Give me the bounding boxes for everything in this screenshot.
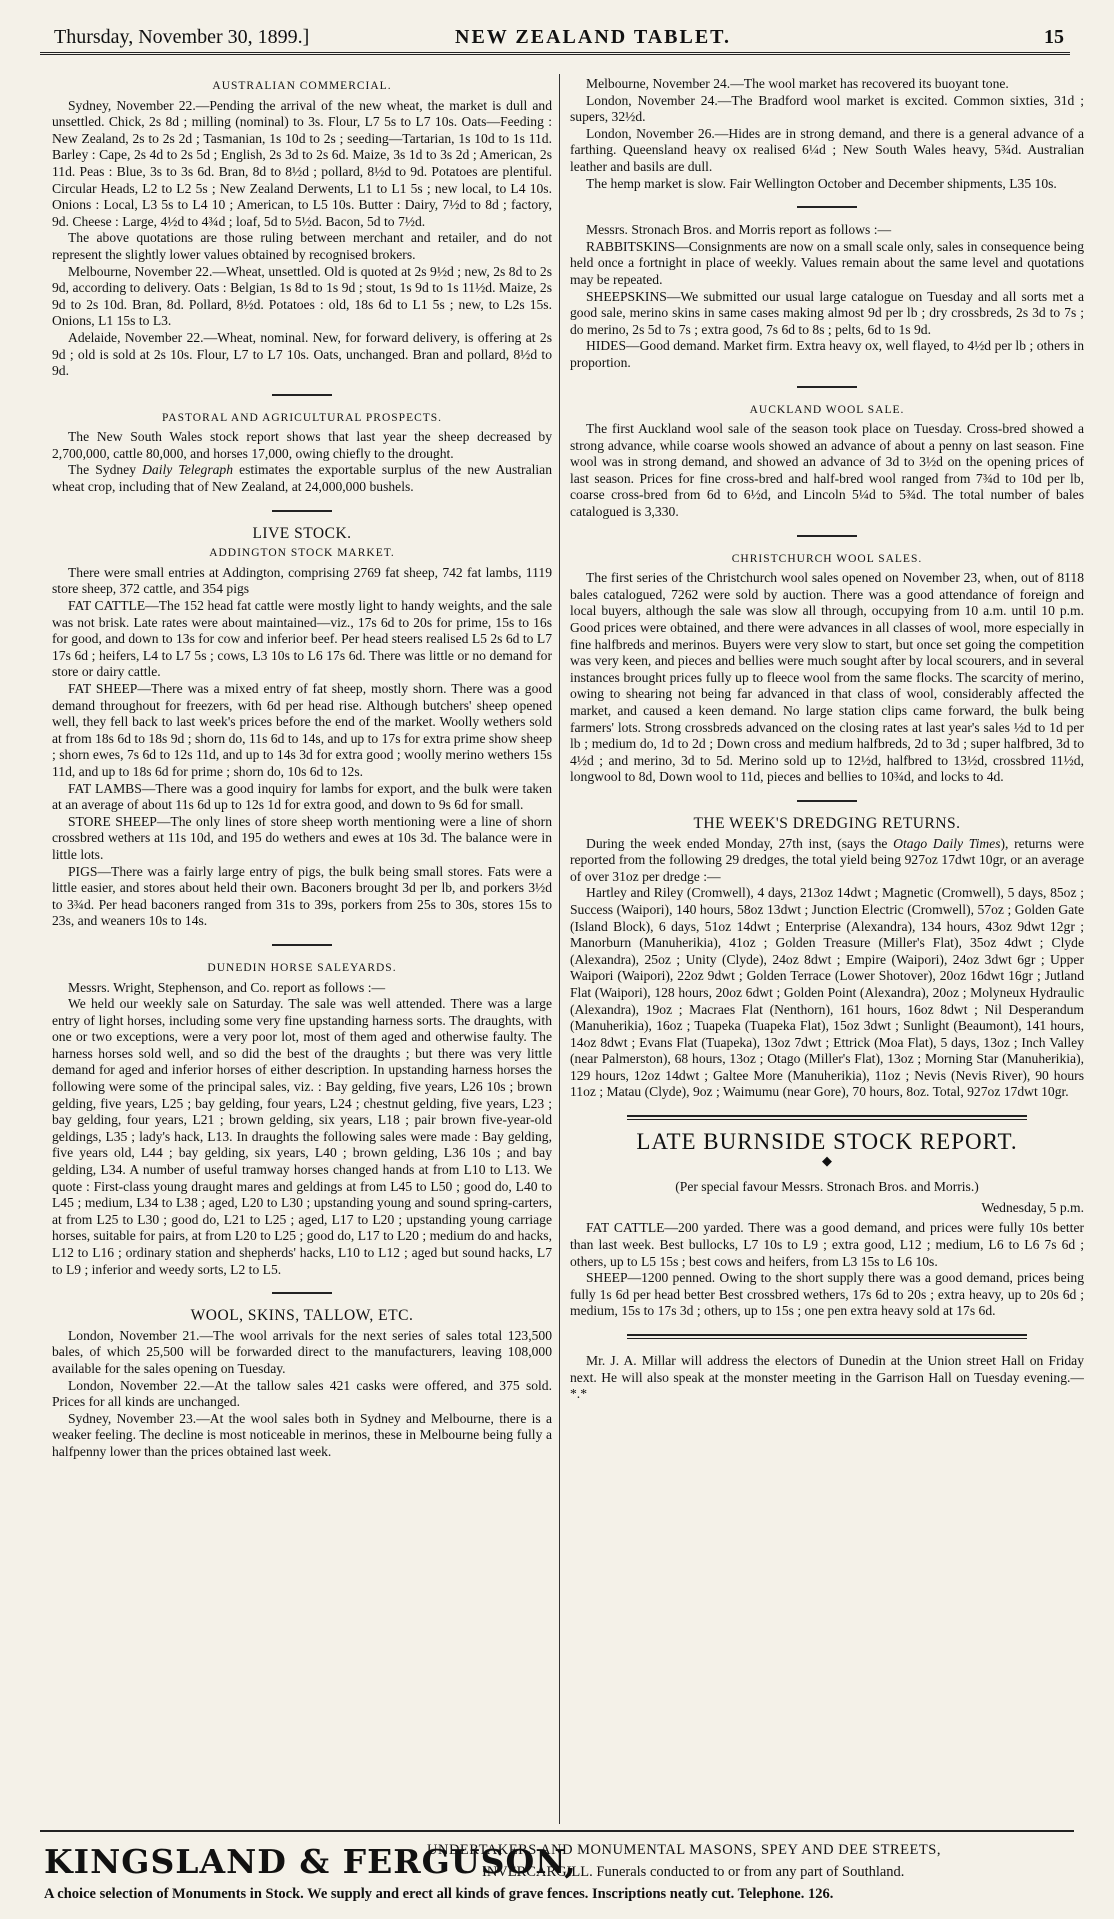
article-paragraph: Mr. J. A. Millar will address the electors of Dunedin at the Union street Hall on Friday next. He will also speak at the monster meeting in the Garrison Hall on Tuesday evening.—*.* — [570, 1353, 1084, 1402]
article-paragraph: There were small entries at Addington, comprising 2769 fat sheep, 742 fat lambs, 1119 store sheep, 372 cattle, and 354 pigs — [52, 564, 552, 597]
article-paragraph: London, November 26.—Hides are in strong demand, and there is a general advance of a farthing. Queensland heavy ox realised 6¼d ; New South Wales heavy, 5¾d. Australian leather and basils are dull. — [570, 125, 1084, 174]
section-heading-live-stock: LIVE STOCK. — [252, 524, 352, 542]
section-separator — [272, 1292, 332, 1294]
article-paragraph: The first series of the Christchurch wool sales opened on November 23, when, out of 8118 bales catalogued, 7262 were sold by auction. There was a good attendance of foreign and local buyers, although the sale was slow all through, occupying from 10 a.m. until 10 p.m. Good prices were obtained, and there were advances in all classes of wool, more especially in fine halfbreds and merinos. Buyers were very slow to start, but once set going the competition was very keen, and pieces and bellies were much sought after by local scourers, and in several instances brought prices fully up to fleece wool from the same flocks. The scarcity of merino, owing to shearing not being far advanced in that class of wool, considerably affected the market, and caused a keen demand. No large station clips came forward, the bulk being farmers' lots. Strong crossbreds advanced on the closing rates at last year's sales ½d to 1d per lb ; medium do, 1d to 2d ; Down cross and medium halfbreds, 2d to 3d ; super halfbred, 3d to 4½d ; and merino, 3d to 5d. Merino sold up to 12½d, halfbred to 13½d, crossbred 11½d, longwool to 8d, Down wool to 11d, pieces and bellies to 10¾d, and locks to 4d. — [570, 570, 1084, 785]
section-heading-pastoral: PASTORAL AND AGRICULTURAL PROSPECTS. — [161, 411, 443, 424]
advert-brand-name: KINGSLAND & FERGUSON, — [44, 1842, 577, 1881]
article-paragraph: FAT CATTLE—The 152 head fat cattle were mostly light to handy weights, and the sale was not brisk. Late rates were about maintained—viz., 17s 6d to 20s for prime, 15s to 16s for good, and down to 13s for cow and inferior beef. Per head steers realised L5 2s 6d to L7 17s 6d ; heifers, L4 to L7 5s ; cows, L3 10s to L6 17s 6d. There was little or no demand for store or dairy cattle. — [52, 598, 552, 680]
article-paragraph: SHEEPSKINS—We submitted our usual large catalogue on Tuesday and all sorts met a good sale, merino skins in same cases making almost 9d per lb ; dry crossbreds, 2s 3d to 7s ; do merino, 2s 5d to 7s ; extra good, 7s 6d to 8s ; pelts, 6d to 1s 9d. — [570, 288, 1084, 337]
article-paragraph: FAT SHEEP—There was a mixed entry of fat sheep, mostly shorn. There was a good demand throughout for freezers, with 6d per head rise. Although butchers' sheep opened well, they fell back to last week's prices before the end of the market. Woolly wethers sold at from 18s 6d to 18s 9d ; shorn do, 11s 6d to 14s, and up to 17s for extra prime show sheep ; shorn ewes, 7s 6d to 12s 11d, and up to 14s 3d for extra good ; woolly merino wethers 15s 11d, and up to 18s 6d for prime ; shorn do, 10s 6d to 12s. — [52, 681, 552, 779]
article-paragraph: London, November 21.—The wool arrivals for the next series of sales total 123,500 bales, of which 25,500 will be forwarded direct to the manufacturers, leaving 108,000 available for the sales opening on Tuesday. — [52, 1327, 552, 1376]
article-paragraph: FAT CATTLE—200 yarded. There was a good demand, and prices were fully 10s better than last week. Best bullocks, L7 10s to L9 ; extra good, L12 ; medium, L6 to L6 7s 6d ; others, up to L5 15s ; best cows and heifers, from L3 15s to L6 10s. — [570, 1220, 1084, 1269]
article-paragraph: Hartley and Riley (Cromwell), 4 days, 213oz 14dwt ; Magnetic (Cromwell), 5 days, 85oz ; Success (Waipori), 140 hours, 58oz 13dwt ; Junction Electric (Cromwell), 57oz ; Golden Gate (Island Block), 6 days, 51oz 14dwt ; Enterprise (Alexandra), 134 hours, 43oz 9dwt 12gr ; Manorburn (Manuherikia), 41oz ; Golden Treasure (Miller's Flat), 35oz 4dwt ; Clyde (Alexandra), 25oz ; Unity (Clyde), 24oz 8dwt ; Empire (Waipori), 24oz 3dwt 6gr ; Upper Waipori (Waipori), 22oz 9dwt ; Golden Terrace (Lower Shotover), 20oz 16dwt 16gr ; Jutland Flat (Waipori), 128 hours, 20oz 6dwt ; Golden Point (Alexandra), 20oz ; Molyneux Hydraulic (Alexandra), 19oz ; Macraes Flat (Nenthorn), 161 hours, 16oz 8dwt ; Nil Desperandum (Manuherikia), 16oz ; Tuapeka (Tuapeka Flat), 15oz 3dwt ; Sunlight (Beaumont), 141 hours, 14oz 8dwt ; Evans Flat (Tuapeka), 13oz 7dwt ; Ettrick (Moa Flat), 5 days, 13oz ; Inch Valley (near Palmerston), 68 hours, 13oz ; Otago (Miller's Flat), 13oz ; Morning Star (Manuherikia), 129 hours, 12oz 14dwt ; Galtee More (Manuherikia), 11oz ; Nevis (Nevis River), 90 hours 11oz ; Matau (Clyde), 9oz ; Waimumu (near Gore), 70 hours, 8oz. Total, 927oz 17dwt 10gr. — [570, 885, 1084, 1100]
left-column — [52, 76, 552, 1821]
section-separator — [272, 944, 332, 946]
right-column — [570, 76, 1084, 1821]
article-paragraph — [52, 462, 552, 495]
article-paragraph: PIGS—There was a fairly large entry of pigs, the bulk being small stores. Fats were a little easier, and stores about held their own. Baconers brought 3d per lb, and porkers 3½d to 3¾d. Per head baconers ranged from 31s to 39s, porkers from 25s to 30s, stores 15s to 23s, and weaners 10s to 14s. — [52, 863, 552, 929]
advert-line-location: INVERCARGILL. Funerals conducted to or from any part of Southland. — [482, 1864, 905, 1880]
article-paragraph: FAT LAMBS—There was a good inquiry for lambs for export, and the bulk were taken at an average of about 11s 6d up to 12s 1d for extra good, and down to 9s 6d for small. — [52, 780, 552, 813]
article-paragraph: HIDES—Good demand. Market firm. Extra heavy ox, well flayed, to 4½d per lb ; others in proportion. — [570, 338, 1084, 370]
section-separator — [797, 386, 857, 388]
section-heading-australian-commercial: AUSTRALIAN COMMERCIAL. — [212, 80, 392, 92]
section-separator — [272, 510, 332, 512]
article-paragraph: London, November 24.—The Bradford wool market is excited. Common sixties, 31d ; supers, 32½d. — [570, 92, 1084, 125]
article-paragraph: Messrs. Stronach Bros. and Morris report as follows :— — [586, 222, 892, 238]
article-paragraph: The hemp market is slow. Fair Wellington October and December shipments, L35 10s. — [586, 175, 1057, 191]
report-dateline: Wednesday, 5 p.m. — [981, 1199, 1084, 1215]
article-paragraph: The New South Wales stock report shows that last year the sheep decreased by 2,700,000, cattle 80,000, and horses 17,000, owing chiefly to the drought. — [52, 429, 552, 461]
article-paragraph: Melbourne, November 22.—Wheat, unsettled. Old is quoted at 2s 9½d ; new, 2s 8d to 2s 9d, according to delivery. Oats : Belgian, 1s 8d to 1s 9d ; stout, 1s 9d to 1s 11½d. Maize, 2s 9d to 2s 10d. Bran, 8d. Pollard, 8½d. Potatoes : old, 18s 6d to L1 5s ; new, to L2s 15s. Onions, L1 15s to L3. — [52, 263, 552, 329]
issue-date: Thursday, November 30, 1899.] — [54, 26, 310, 48]
article-paragraph: The above quotations are those ruling between merchant and retailer, and do not represent the slightly lower values obtained by recognised brokers. — [52, 230, 552, 262]
section-double-rule — [627, 1334, 1027, 1339]
subheading-addington: ADDINGTON STOCK MARKET. — [209, 547, 395, 560]
article-paragraph: Adelaide, November 22.—Wheat, nominal. New, for forward delivery, is offering at 2s 9d ; old is sold at 2s 10s. Flour, L7 to L7 10s. Oats, unchanged. Bran and pollard, 8½d to 9d. — [52, 329, 552, 379]
text-run: During the week ended Monday, 27th inst, (says the — [586, 835, 894, 851]
section-separator — [797, 800, 857, 802]
article-paragraph: London, November 22.—At the tallow sales 421 casks were offered, and 375 sold. Prices for all kinds are unchanged. — [52, 1377, 552, 1410]
page-number: 15 — [1044, 26, 1064, 48]
section-heading-auckland-wool: AUCKLAND WOOL SALE. — [749, 403, 905, 416]
article-paragraph — [570, 836, 1084, 886]
publication-name: Daily Telegraph — [142, 462, 234, 478]
article-paragraph: Sydney, November 22.—Pending the arrival of the new wheat, the market is dull and unsettled. Chick, 2s 8d ; milling (nominal) to 3s. Flour, L7 5s to L7 10s. Oats—Feeding : New Zealand, 2s to 2s 2d ; Tasmanian, 1s 10d to 2s ; seeding—Tartarian, 1s 10d to 1s 11d. Barley : Cape, 2s 4d to 2s 5d ; English, 2s 3d to 2s 6d. Maize, 3s 1d to 3s 2d ; American, 2s 11d. Peas : Blue, 3s to 3s 6d. Bran, 8d to 8½d ; pollard, 8½d to 9d. Potatoes are plentiful. Circular Heads, L2 to L2 5s ; New Zealand Derwents, L1 to L1 5s ; new local, to L4 10s. Onions : Local, L3 5s to L4 10 ; American, to L5 10s. Butter : Dairy, 7½d to 8d ; factory, 9d. Cheese : Large, 4½d to 4¾d ; loaf, 5d to 5½d. Bacon, 5d to 7½d. — [52, 97, 552, 229]
advert-line-services: UNDERTAKERS AND MONUMENTAL MASONS, SPEY AND DEE STREETS, — [427, 1842, 941, 1858]
undertakers-advertisement — [40, 1830, 1074, 1902]
section-heading-burnside: LATE BURNSIDE STOCK REPORT. — [636, 1129, 1018, 1155]
article-paragraph: The first Auckland wool sale of the season took place on Tuesday. Cross-bred showed a strong advance, while coarse wools showed an advance of about a penny on last season. Fine wool was in strong demand, and showed an advance of 3d to 3½d on the opening prices of last season. Prices for fine cross-bred and half-bred wool ranged from 7¾d to 10d per lb, coarse cross-bred from 6d to 6½d, and Lincoln 5¼d to 5¾d. The total number of bales catalogued is 3,330. — [570, 421, 1084, 520]
masthead-title: NEW ZEALAND TABLET. — [455, 26, 732, 48]
section-double-rule — [627, 1115, 1027, 1120]
page-header — [40, 26, 1070, 55]
column-divider — [559, 74, 560, 1824]
advert-line-monuments: A choice selection of Monuments in Stock. We supply and erect all kinds of grave fences. Inscriptions neatly cut. Telephone. 126. — [44, 1886, 834, 1902]
article-paragraph: Messrs. Wright, Stephenson, and Co. report as follows :— — [68, 979, 386, 995]
article-paragraph: Sydney, November 23.—At the wool sales both in Sydney and Melbourne, there is a weaker feeling. The decline is most noticeable in merinos, these in Melbourne being fully a halfpenny lower than the prices obtained last week. — [52, 1410, 552, 1459]
section-separator — [272, 394, 332, 396]
diamond-ornament-icon: ◆ — [822, 1152, 832, 1168]
section-separator — [797, 206, 857, 208]
text-run: The Sydney — [68, 462, 143, 478]
text-run: ), returns were reported from the following 29 dredges, the total yield being 927oz 17dwt 10gr, or an average of over 31oz per dredge :— — [570, 835, 1084, 884]
report-credit: (Per special favour Messrs. Stronach Bros. and Morris.) — [675, 1179, 979, 1195]
section-heading-dredging: THE WEEK'S DREDGING RETURNS. — [693, 814, 961, 832]
article-paragraph: RABBITSKINS—Consignments are now on a small scale only, sales in consequence being held once a fortnight in place of weekly. Values remain about the same level and quotations may be repeated. — [570, 238, 1084, 287]
article-paragraph: Melbourne, November 24.—The wool market has recovered its buoyant tone. — [586, 76, 1009, 91]
publication-name: Otago Daily Times — [893, 835, 1001, 851]
text-run: estimates the exportable surplus of the new Australian wheat crop, including that of New Zealand, at 24,000,000 bushels. — [52, 462, 552, 495]
article-paragraph: We held our weekly sale on Saturday. The sale was well attended. There was a large entry of light horses, including some very fine upstanding harness sorts. The draughts, with one or two exceptions, were a very poor lot, most of them aged and otherwise faulty. The harness horses sold well, and so did the best of the draughts ; but there was very little demand for aged and inferior horses of either description. In upstanding harness horses the following were some of the principal sales, viz. : Bay gelding, five years, L26 10s ; brown gelding, five years, L25 ; bay gelding, four years, L24 ; chestnut gelding, five years, L23 ; bay gelding, four years, L21 ; brown gelding, six years, L18 ; pair brown five-year-old geldings, L35 ; lady's hack, L13. In draughts the following sales were made : Bay gelding, five years old, L44 ; bay gelding, six years, L40 ; brown gelding, L36 10s ; and bay gelding, L34. A number of useful tramway horses changed hands at from L10 to L13. We quote : First-class young draught mares and geldings at from L45 to L50 ; good do, L40 to L45 ; medium, L34 to L38 ; aged, L20 to L30 ; upstanding young and sound spring-carters, at from L25 to L30 ; good do, L21 to L25 ; aged, L17 to L20 ; upstanding young carriage horses, suitable for pairs, at from L20 to L25 ; good do, L17 to L20 ; medium do and hacks, L12 to L16 ; ordinary station and shepherds' hacks, L10 to L12 ; aged but sound hacks, L7 to L9 ; inferior and weedy sorts, L2 to L5. — [52, 996, 552, 1277]
section-heading-dunedin-horse: DUNEDIN HORSE SALEYARDS. — [207, 961, 397, 974]
section-heading-christchurch-wool: CHRISTCHURCH WOOL SALES. — [731, 552, 923, 565]
article-paragraph: SHEEP—1200 penned. Owing to the short supply there was a good demand, prices being fully 1s 6d per head better Best crossbred wethers, 17s 6d to 20s ; extra heavy, up to 20s 6d ; medium, 15s to 17s 3d ; others, up to 15s ; one pen extra heavy sold at 17s 6d. — [570, 1270, 1084, 1319]
section-separator — [797, 535, 857, 537]
article-paragraph: STORE SHEEP—The only lines of store sheep worth mentioning were a line of shorn crossbred wethers at 11s 10d, and 195 do wethers and ewes at 10s 3d. The balance were in little lots. — [52, 813, 552, 862]
section-heading-wool-skins: WOOL, SKINS, TALLOW, ETC. — [190, 1307, 414, 1325]
